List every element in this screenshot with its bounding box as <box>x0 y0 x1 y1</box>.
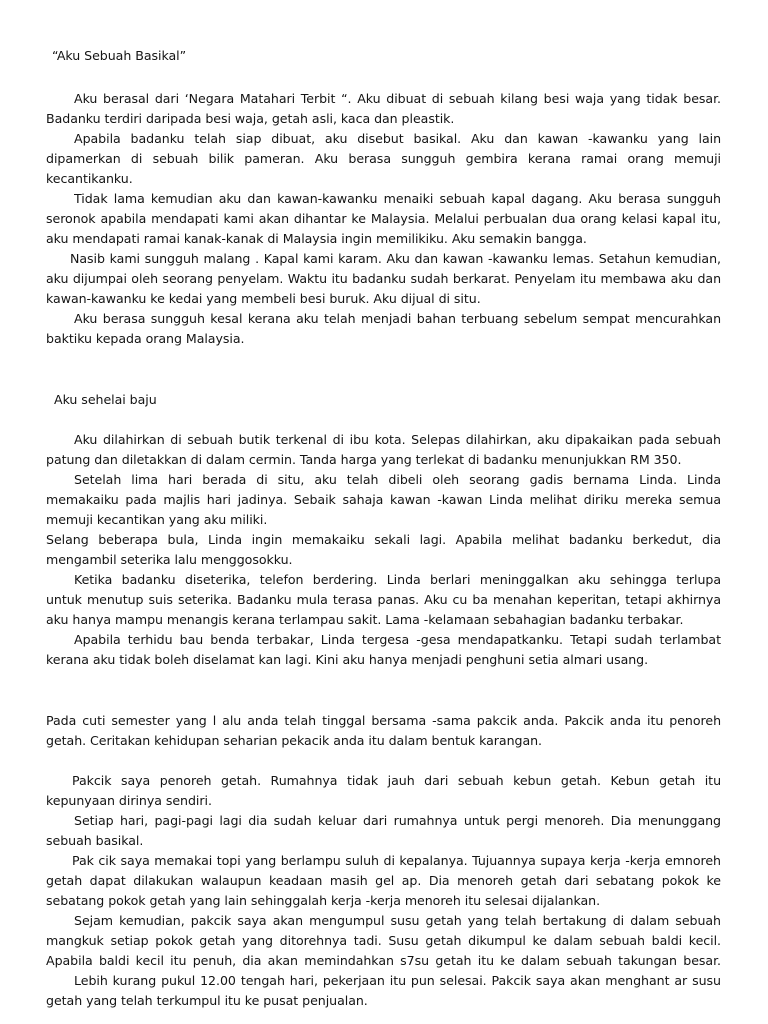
text-line: aku dijumpai oleh seorang penyelam. Waktu itu badanku sudah berkarat. Penyelam itu membawa aku dan <box>46 271 721 286</box>
text-line: kecantikanku. <box>46 171 133 186</box>
text-line: Apabila terhidu bau benda terbakar, Linda tergesa -gesa mendapatkanku. Tetapi sudah terlambat <box>74 632 721 647</box>
text-line: Tidak lama kemudian aku dan kawan-kawanku menaiki sebuah kapal dagang. Aku berasa sungguh <box>74 191 721 206</box>
question-line: Pada cuti semester yang l alu anda telah tinggal bersama -sama pakcik anda. Pakcik anda itu penoreh <box>46 713 721 728</box>
text-line: mengambil seterika lalu menggosokku. <box>46 552 293 567</box>
text-line: Aku berasal dari ‘Negara Matahari Terbit “. Aku dibuat di sebuah kilang besi waja yang tidak besar. <box>74 91 721 106</box>
text-line: dipamerkan di sebuah bilik pameran. Aku berasa sungguh gembira kerana ramai orang memuji <box>46 151 721 166</box>
text-line: baktiku kepada orang Malaysia. <box>46 331 245 346</box>
text-line: getah dapat dilakukan walaupun keadaan masih gel ap. Dia menoreh getah dari sebatang pokok ke <box>46 873 721 888</box>
text-line: aku mendapati ramai kanak-kanak di Malaysia ingin memilikiku. Aku semakin bangga. <box>46 231 587 246</box>
question-line: getah. Ceritakan kehidupan seharian pekacik anda itu dalam bentuk karangan. <box>46 733 543 748</box>
text-line: Setiap hari, pagi-pagi lagi dia sudah keluar dari rumahnya untuk pergi menoreh. Dia menunggang <box>74 813 721 828</box>
text-line: Nasib kami sungguh malang . Kapal kami karam. Aku dan kawan -kawanku lemas. Setahun kemudian, <box>70 251 721 266</box>
text-line: kepunyaan dirinya sendiri. <box>46 793 212 808</box>
text-line: Aku berasa sungguh kesal kerana aku telah menjadi bahan terbuang sebelum sempat mencurahkan <box>74 311 721 326</box>
text-line: kerana aku tidak boleh diselamat kan lagi. Kini aku hanya menjadi penghuni setia almari usang. <box>46 652 649 667</box>
text-line: Aku dilahirkan di sebuah butik terkenal di ibu kota. Selepas dilahirkan, aku dipakaikan pada sebuah <box>74 432 721 447</box>
text-line: Selang beberapa bula, Linda ingin memakaiku sekali lagi. Apabila melihat badanku berkedut, dia <box>46 532 721 547</box>
text-line: Lebih kurang pukul 12.00 tengah hari, pekerjaan itu pun selesai. Pakcik saya akan menghant ar susu <box>74 973 721 988</box>
text-line: mangkuk setiap pokok getah yang ditorehnya tadi. Susu getah dikumpul ke dalam sebuah baldi kecil. <box>46 933 721 948</box>
text-line: Badanku terdiri daripada besi waja, getah asli, kaca dan pleastik. <box>46 111 455 126</box>
text-line: Apabila baldi kecil itu penuh, dia akan memindahkan s7su getah itu ke dalam sebuah takungan besar. <box>46 953 721 968</box>
text-line: kawan-kawanku ke kedai yang membeli besi buruk. Aku dijual di situ. <box>46 291 481 306</box>
text-line: Pak cik saya memakai topi yang berlampu suluh di kepalanya. Tujuannya supaya kerja -kerja emnoreh <box>72 853 721 868</box>
text-line: Apabila badanku telah siap dibuat, aku disebut basikal. Aku dan kawan -kawanku yang lain <box>74 131 721 146</box>
essay-title: “Aku Sebuah Basikal” <box>52 48 187 63</box>
text-line: Pakcik saya penoreh getah. Rumahnya tidak jauh dari sebuah kebun getah. Kebun getah itu <box>72 773 721 788</box>
essay-title: Aku sehelai baju <box>54 392 157 407</box>
text-line: memakaiku pada majlis hari jadinya. Sebaik sahaja kawan -kawan Linda melihat diriku mereka semua <box>46 492 721 507</box>
text-line: memuji kecantikan yang aku miliki. <box>46 512 268 527</box>
text-line: aku hanya mampu menangis kerana terlampau sakit. Lama -kelamaan sebahagian badanku terbakar. <box>46 612 684 627</box>
text-line: Sejam kemudian, pakcik saya akan mengumpul susu getah yang telah bertakung di dalam sebuah <box>74 913 721 928</box>
text-line: getah yang telah terkumpul itu ke pusat penjualan. <box>46 993 368 1008</box>
text-line: patung dan diletakkan di dalam cermin. Tanda harga yang terlekat di badanku menunjukkan RM 350. <box>46 452 682 467</box>
text-line: sebatang pokok getah yang lain sehinggalah kerja -kerja menoreh itu selesai dijalankan. <box>46 893 601 908</box>
text-line: seronok apabila mendapati kami akan dihantar ke Malaysia. Melalui perbualan dua orang kelasi kapal itu, <box>46 211 721 226</box>
text-line: Setelah lima hari berada di situ, aku telah dibeli oleh seorang gadis bernama Linda. Linda <box>74 472 721 487</box>
text-line: Ketika badanku diseterika, telefon berdering. Linda berlari meninggalkan aku sehingga terlupa <box>74 572 721 587</box>
text-line: sebuah basikal. <box>46 833 144 848</box>
text-line: untuk menutup suis seterika. Badanku mula terasa panas. Aku cu ba menahan keperitan, tetapi akhirnya <box>46 592 721 607</box>
